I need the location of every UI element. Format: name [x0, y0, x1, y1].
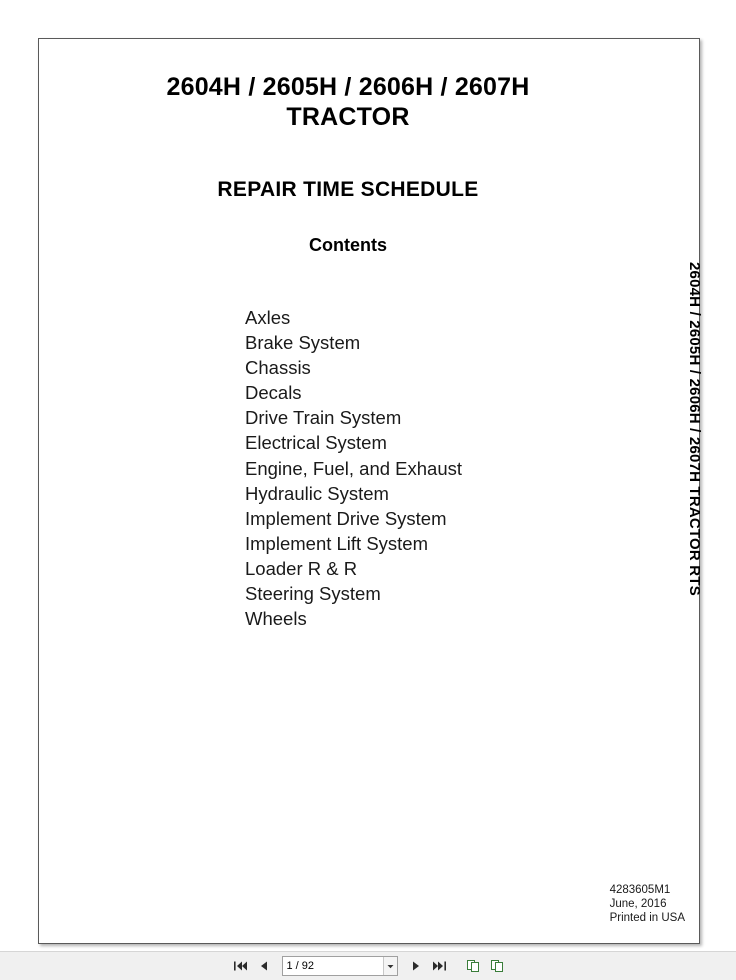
previous-page-button[interactable]: [255, 957, 272, 975]
two-page-view-button[interactable]: [488, 957, 505, 975]
footer-part-number: 4283605M1: [609, 884, 671, 896]
list-item: Steering System: [245, 583, 381, 605]
page-footer: [610, 883, 685, 925]
contents-list: [245, 305, 645, 631]
list-item: Chassis: [245, 357, 311, 379]
list-item: Drive Train System: [245, 407, 402, 429]
first-page-button[interactable]: [232, 957, 249, 975]
next-page-button[interactable]: [408, 957, 425, 975]
single-page-view-button[interactable]: [465, 957, 482, 975]
last-page-button[interactable]: [431, 957, 448, 975]
footer-printed-in: Printed in USA: [609, 912, 685, 924]
footer-date: June, 2016: [609, 898, 667, 910]
document-title-line-2: TRACTOR: [286, 102, 410, 131]
list-item: Implement Drive System: [245, 507, 447, 529]
list-item: Loader R & R: [245, 557, 358, 579]
list-item: Brake System: [245, 332, 361, 354]
list-item: Axles: [245, 307, 291, 328]
document-page[interactable]: [38, 38, 700, 944]
list-item: Implement Lift System: [245, 532, 429, 554]
chevron-down-icon[interactable]: [383, 957, 397, 975]
page-number-input[interactable]: [283, 957, 383, 975]
contents-heading: Contents: [309, 235, 387, 255]
list-item: Electrical System: [245, 432, 387, 454]
page-content: [39, 39, 699, 943]
list-item: Engine, Fuel, and Exhaust: [245, 457, 463, 479]
document-subtitle: REPAIR TIME SCHEDULE: [217, 178, 479, 201]
page-side-title: 2604H / 2605H / 2606H / 2607H TRACTOR RTS: [686, 262, 703, 596]
list-item: Decals: [245, 382, 302, 404]
list-item: Hydraulic System: [245, 482, 389, 504]
pdf-toolbar: [0, 951, 736, 980]
document-title-line-1: 2604H / 2605H / 2606H / 2607H: [166, 73, 530, 101]
page-number-field[interactable]: [282, 956, 398, 976]
list-item: Wheels: [245, 608, 307, 630]
document-title: [39, 73, 657, 132]
